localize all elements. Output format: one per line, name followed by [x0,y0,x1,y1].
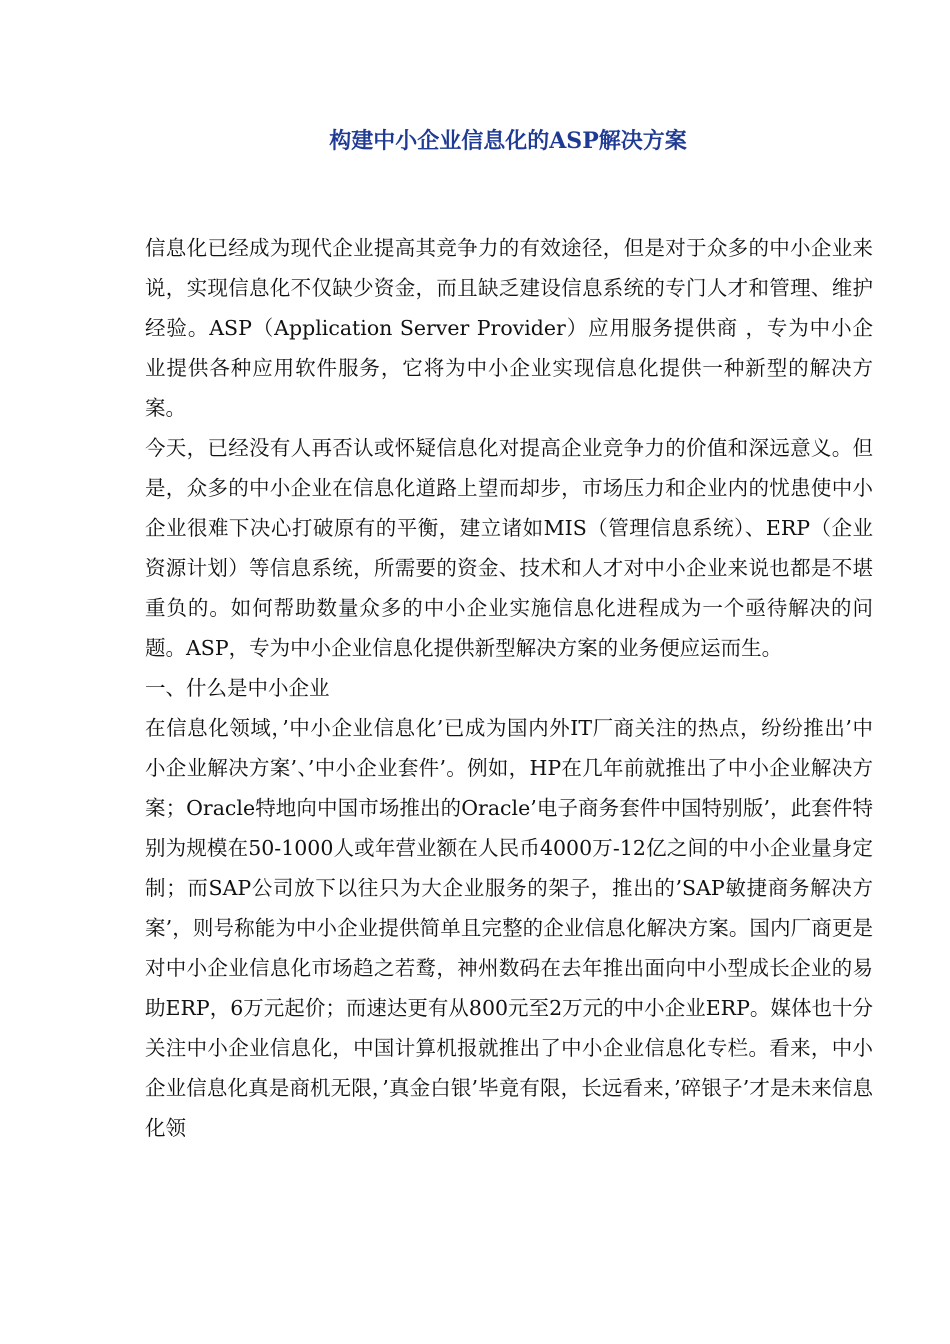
paragraph-sme-market: 在信息化领域，’中小企业信息化’已成为国内外IT厂商关注的热点，纷纷推出’中小企业解决方案’、’中小企业套件’。例如，HP在几年前就推出了中小企业解决方案；Oracle特地向中国市场推出的Oracle’电子商务套件中国特别版’，此套件特别为规模在50-1000人或年营业额在人民币4000万-12亿之间的中小企业量身定制；而SAP公司放下以往只为大企业服务的架子，推出的’SAP敏捷商务解决方案’，则号称能为中小企业提供简单且完整的企业信息化解决方案。国内厂商更是对中小企业信息化市场趋之若鹜，神州数码在去年推出面向中小型成长企业的易助ERP，6万元起价；而速达更有从800元至2万元的中小企业ERP。媒体也十分关注中小企业信息化，中国计算机报就推出了中小企业信息化专栏。看来，中小企业信息化真是商机无限，’真金白银’毕竟有限，长远看来，’碎银子’才是未来信息化领 [145,716,873,1140]
paragraph-background: 今天，已经没有人再否认或怀疑信息化对提高企业竞争力的价值和深远意义。但是，众多的中小企业在信息化道路上望而却步，市场压力和企业内的忧患使中小企业很难下决心打破原有的平衡，建立诸如MIS（管理信息系统）、ERP（企业资源计划）等信息系统，所需要的资金、技术和人才对中小企业来说也都是不堪重负的。如何帮助数量众多的中小企业实施信息化进程成为一个亟待解决的问题。ASP，专为中小企业信息化提供新型解决方案的业务便应运而生。 [145,436,873,660]
document-title: 构建中小企业信息化的ASP解决方案 [329,128,687,154]
document-body [145,228,873,1148]
section-heading-sme: 一、什么是中小企业 [145,676,330,700]
paragraph-intro: 信息化已经成为现代企业提高其竞争力的有效途径，但是对于众多的中小企业来说，实现信息化不仅缺少资金，而且缺乏建设信息系统的专门人才和管理、维护经验。ASP（Application Server Provider）应用服务提供商 ，专为中小企业提供各种应用软件服务，它将为中小企业实现信息化提供一种新型的解决方案。 [145,236,873,420]
